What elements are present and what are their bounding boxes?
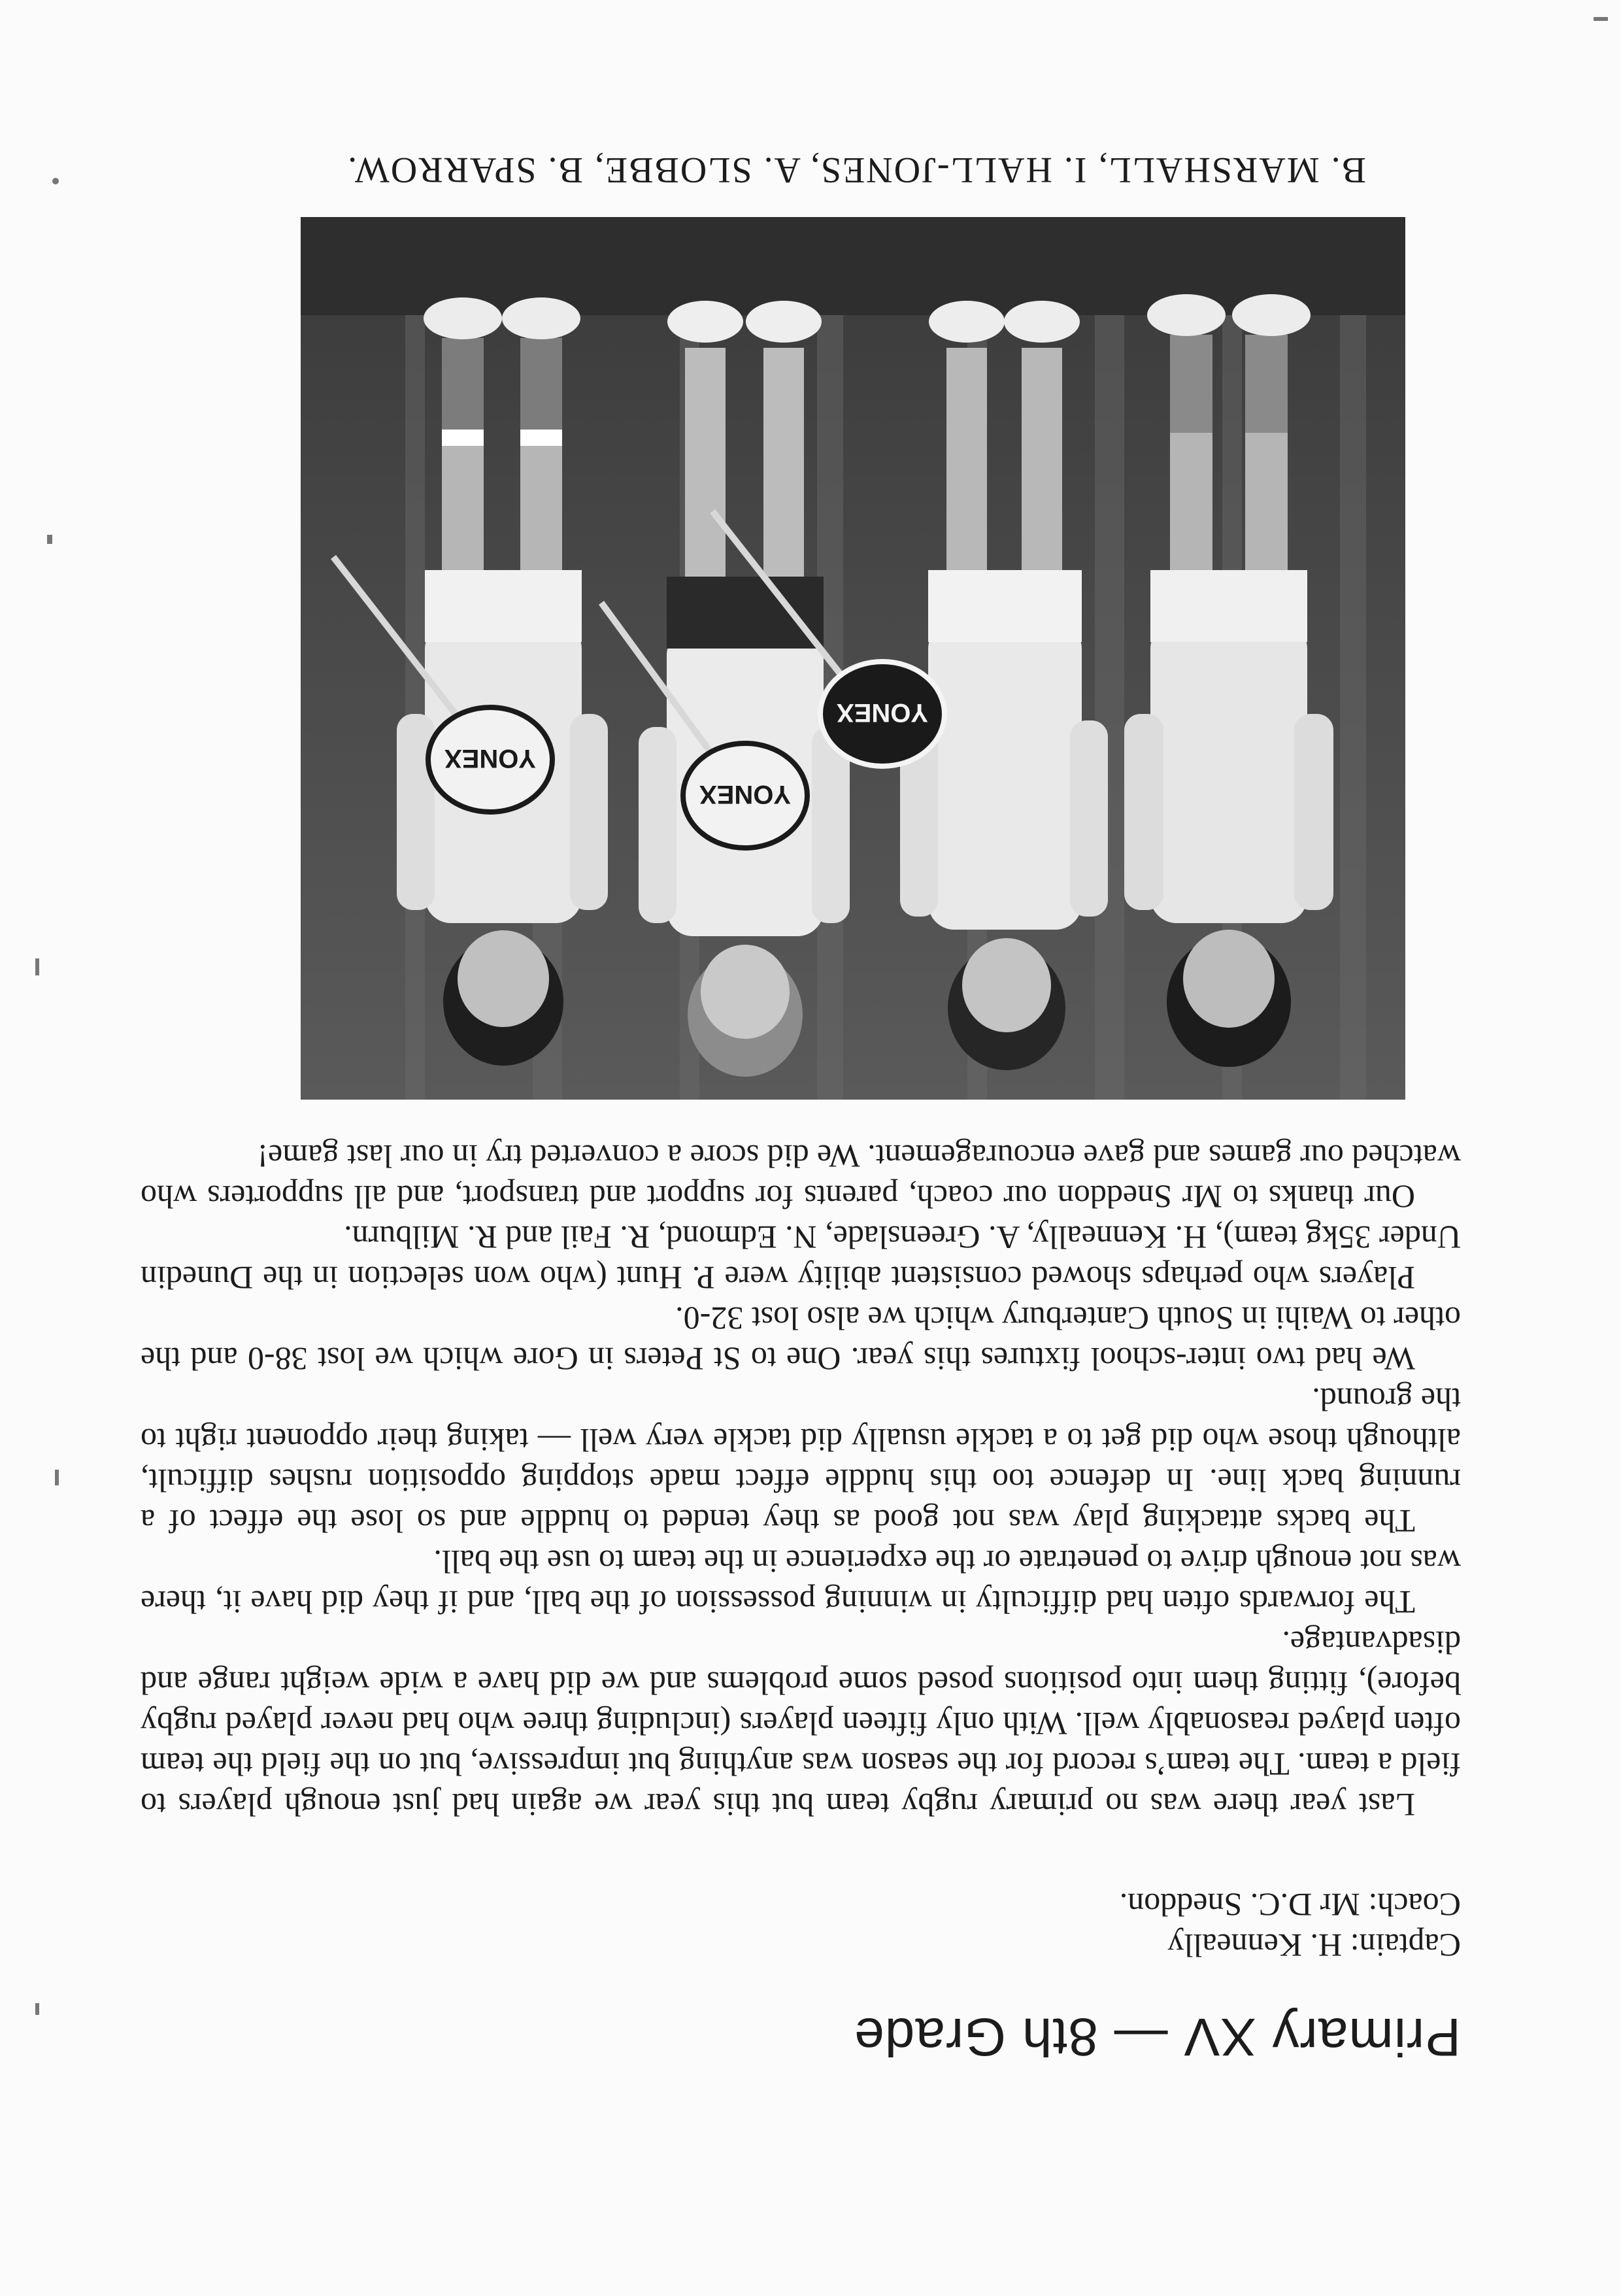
article-paragraph: Last year there was no primary rugby team but this year we again had just enough players to field a team. The team’s record for the season was anything but impressive, but on the field the team often played reasonably well. With only fifteen players (including three who had never played rugby before), fitting them into positions posed some problems and we did have a wide weight range and disadvantage. — [141, 1625, 1461, 1823]
team-photo-image — [301, 217, 1405, 1100]
article-paragraph: Our thanks to Mr Sneddon our coach, parents for support and transport, and all supporters who watched our games and gave encouragement. We did score a converted try in our last game! — [141, 1138, 1461, 1215]
article-body — [141, 1136, 1461, 1825]
article-paragraph: The backs attacking play was not good as they tended to huddle and so lose the effect of a running back line. In defence too this huddle effect made stopping opposition rushes difficult, although those who did get to a tackle usually did tackle very well — taking their opponent right to the ground. — [141, 1381, 1461, 1540]
photo-caption: B. MARSHALL, I. HALL-JONES, A. SLOBBE, B. SPARROW. — [346, 150, 1366, 190]
scan-speck — [1594, 17, 1608, 21]
racket-brand-label: YONEX — [699, 780, 792, 809]
scan-speck — [47, 535, 52, 544]
article-heading: Primary XV — 8th Grade — [854, 2007, 1461, 2067]
article-paragraph: Players who perhaps showed consistent ability were P. Hunt (who won selection in the Dunedin Under 35kg team), H. Kenneally, A. Greenslade, N. Edmond, R. Fail and R. Milburn. — [141, 1219, 1461, 1296]
scan-speck — [35, 2003, 39, 2015]
racket-brand-label: YONEX — [836, 698, 929, 727]
scan-speck — [35, 958, 39, 975]
coach-line: Coach: Mr D.C. Sneddon. — [1119, 1887, 1461, 1923]
scan-speck — [55, 1470, 59, 1485]
captain-line: Captain: H. Kenneally — [1167, 1927, 1461, 1964]
article-paragraph: We had two inter-school fixtures this year. One to St Peters in Gore which we lost 38-0 and the other to Waihi in South Canterbury which we also lost 32-0. — [141, 1300, 1461, 1377]
scan-speck — [52, 178, 59, 184]
racket-brand-label: YONEX — [444, 744, 537, 773]
team-photo — [301, 217, 1405, 1100]
article-paragraph: The forwards often had difficulty in winning possession of the ball, and if they did have it, there was not enough drive to penetrate or the experience in the team to use the ball. — [141, 1544, 1461, 1621]
